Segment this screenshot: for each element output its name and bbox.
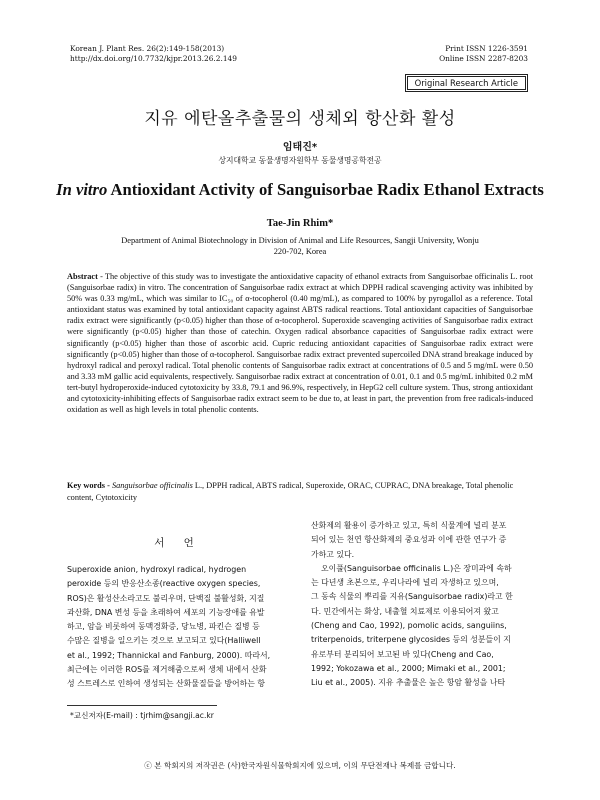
affiliation-english-line-1: Department of Animal Biotechnology in Division of Animal and Life Resources, Sangji University, Wonju: [121, 236, 479, 245]
right-line-1: 되어 있는 천연 항산화제의 중요성과 이에 관한 연구가 증: [311, 535, 507, 545]
copyright-footer: ⓒ 본 학회지의 저작권은 (사)한국자원식물학회지에 있으며, 이의 무단전재나 복제를 금합니다.: [144, 761, 456, 770]
left-line-5: 수많은 질병을 일으키는 것으로 보고되고 있다(Halliwell: [67, 636, 261, 646]
affiliation-english-line-2: 220-702, Korea: [273, 247, 327, 256]
right-line-9: 유로부터 분리되어 보고된 바 있다(Cheng and Cao,: [311, 649, 494, 659]
article-type-label: Original Research Article: [407, 76, 526, 90]
corresponding-author-note: *교신저자(E-mail) : tjrhim@sangji.ac.kr: [70, 711, 214, 720]
right-line-3: 오이풀(Sanguisorbae officinalis L.)은 장미과에 속하: [311, 563, 512, 573]
right-column: [311, 519, 533, 691]
keywords-list: L., DPPH radical, ABTS radical, Superoxide, ORAC, CUPRAC, DNA breakage, Total phenolic content, Cytotoxicity: [67, 481, 514, 502]
abstract-label: Abstract: [67, 272, 98, 281]
author-english: Tae-Jin Rhim*: [266, 218, 334, 229]
issn-print: Print ISSN 1226-3591: [445, 44, 528, 53]
left-column: [67, 563, 289, 692]
title-english-rest: Antioxidant Activity of Sanguisorbae Radix Ethanol Extracts: [110, 180, 544, 199]
keywords-italic: Sanguisorbae officinalis: [111, 481, 193, 490]
left-line-2: ROS)은 활성산소라고도 불리우며, 단백질 불활성화, 지질: [67, 593, 265, 603]
left-line-3: 과산화, DNA 변성 등을 초래하여 세포의 기능장애를 유발: [67, 607, 265, 617]
author-korean: 임태진*: [282, 142, 318, 153]
issn-block: [439, 44, 528, 64]
right-line-6: 다. 민간에서는 화상, 내출혈 치료제로 이용되어져 왔고: [311, 606, 499, 616]
left-line-7: 최근에는 이러한 ROS를 제거해줌으로써 생체 내에서 산화: [67, 665, 267, 675]
title-korean: 지유 에탄올추출물의 생체외 항산화 활성: [144, 109, 456, 129]
left-line-4: 하고, 암을 비롯하여 동맥경화증, 당뇨병, 파킨슨 질병 등: [67, 622, 260, 632]
journal-line-1: Korean J. Plant Res. 26(2):149-158(2013): [70, 44, 225, 53]
right-line-8: triterpenoids, triterpene glycosides 등의 성분들이 지: [311, 635, 511, 645]
keywords-label: Key words -: [67, 481, 112, 490]
affiliation-english: [80, 235, 520, 257]
abstract-text: - The objective of this study was to investigate the antioxidative capacity of ethanol extracts from Sanguisorbae officinalis L. root (Sanguisorbae radix) in vitro. The concentration of Sanguisorbae radix extract at which DPPH radical scavenging activity was inhibited by 50% was 0.33 mg/mL, which was similar to IC₅₀ of α-tocopherol (0.40 mg/mL), as compared to 100% by pyrogallol as a reference. Total antioxidant status was examined by total antioxidant capacity against ABTS radical reactions. Total antioxidant capacities of Sanguisorbae radix extract were significantly (p<0.05) higher than those of α-tocopherol. Superoxide scavenging activities of Sanguisorbae radix extract were significantly (p<0.05) higher than those of catechin. Oxygen radical absorbance capacities of Sanguisorbae radix extract were significantly (p<0.05) higher than those of ascorbic acid. Cupric reducing antioxidant capacities of Sanguisorbae radix extract were significantly (p<0.05) higher than those of α-tocopherol. Sanguisorbae radix extract prevented supercoiled DNA strand breakage induced by hydroxyl radical and peroxyl radical. Total phenolic contents of Sanguisorbae radix extract at concentrations of 0.5 and 5 mg/mL were 0.50 and 3.33 mM gallic acid equivalents, respectively. Sanguisorbae radix extract at concentration of 0.01, 0.1 and 0.5 mg/mL inhibited 0.2 mM tert-butyl hydroperoxide-induced cytotoxicity by 33.8, 79.1 and 96.9%, respectively, in HepG2 cell culture system. Thus, strong antioxidant and cytotoxicity-inhibiting effects of Sanguisorbae radix extract seem to be due to, at least in part, the prevention from free radicals-induced oxidation as well as high levels in total phenolic contents.: [67, 272, 533, 415]
keywords: [67, 480, 533, 503]
right-line-4: 는 다년생 초본으로, 우리나라에 널리 자생하고 있으며,: [311, 578, 499, 588]
doi-link[interactable]: http://dx.doi.org/10.7732/kjpr.2013.26.2.149: [70, 54, 237, 63]
affiliation-korean: 상지대학교 동물생명자원학부 동물생명공학전공: [218, 156, 382, 165]
left-line-8: 성 스트레스로 인하여 생성되는 산화물질들을 방어하는 항: [67, 679, 265, 689]
left-line-1: peroxide 등의 반응산소종(reactive oxygen species,: [67, 579, 261, 589]
issn-online: Online ISSN 2287-8203: [439, 54, 528, 63]
right-line-11: Liu et al., 2005). 지유 추출물은 높은 항암 활성을 나타: [311, 678, 506, 688]
right-line-7: (Cheng and Cao, 1992), pomolic acids, sanguiins,: [311, 621, 507, 631]
right-line-5: 그 동속 식물의 뿌리를 지유(Sanguisorbae radix)라고 한: [311, 592, 513, 602]
abstract: [67, 271, 533, 415]
left-line-0: Superoxide anion, hydroxyl radical, hydrogen: [67, 565, 247, 574]
footnote-divider: [67, 705, 217, 706]
title-english-italic: In vitro: [56, 180, 108, 199]
left-line-6: et al., 1992; Thannickal and Fanburg, 2000). 따라서,: [67, 650, 271, 660]
right-line-0: 산화제의 활용이 증가하고 있고, 특히 식물계에 널리 분포: [311, 521, 507, 530]
right-line-2: 가하고 있다.: [311, 549, 355, 559]
section-heading-introduction: 서 언: [154, 537, 202, 549]
article-type-badge: [405, 74, 528, 92]
right-line-10: 1992; Yokozawa et al., 2000; Mimaki et al., 2001;: [311, 663, 506, 673]
title-english: [0, 180, 600, 200]
journal-citation: [70, 44, 237, 64]
